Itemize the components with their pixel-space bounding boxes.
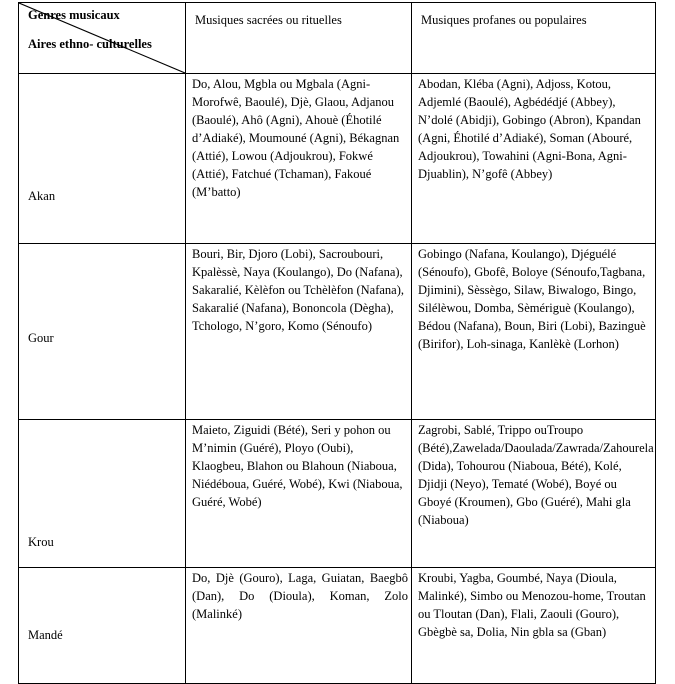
profane-cell-gour: [412, 244, 656, 420]
table-row: [19, 244, 656, 420]
sacred-entries: Do, Djè (Gouro), Laga, Guiatan, Baegbô (Dan), Do (Dioula), Koman, Zolo (Malinké): [192, 571, 408, 621]
profane-entries: Gobingo (Nafana, Koulango), Djéguélé (Sénoufo), Gbofê, Boloye (Sénoufo,Tagbana, Djimini), Sèssègo, Silaw, Biwalogo, Bingo, Silélèwou, Domba, Sèmériguè (Koulango), Bédou (Nafana), Boun, Biri (Lobi), Bazinguè (Birifor), Loh-sinaga, Kanlèkè (Lorhon): [418, 247, 646, 351]
profane-entries: Abodan, Kléba (Agni), Adjoss, Kotou, Adjemlé (Baoulé), Agbédédjé (Abbey), N’dolé (Abidji), Gobingo (Abron), Kpandan (Agni, Éhotilé d’Adiaké), Soman (Abouré, Adjoukrou), Towahini (Agni-Bona, Agni-Djuablin), N’gofê (Abbey): [418, 77, 641, 181]
table-row: [19, 74, 656, 244]
region-label: Krou: [28, 535, 54, 549]
table-row: [19, 420, 656, 568]
sacred-cell-krou: [186, 420, 412, 568]
sacred-cell-mande: [186, 568, 412, 684]
sacred-cell-gour: [186, 244, 412, 420]
header-genres-label: Genres musicaux: [28, 8, 120, 22]
region-label: Akan: [28, 189, 56, 203]
profane-entries: Kroubi, Yagba, Goumbé, Naya (Dioula, Malinké), Simbo ou Menozou-home, Troutan ou Tloutan (Dan), Flali, Zaouli (Gouro), Gbègbè sa, Dolia, Nin gbla sa (Gban): [418, 571, 646, 639]
region-cell-krou: [19, 420, 186, 568]
region-label: Gour: [28, 331, 54, 345]
region-cell-gour: [19, 244, 186, 420]
region-cell-akan: [19, 74, 186, 244]
sacred-entries: Maieto, Ziguidi (Bété), Seri y pohon ou M’nimin (Guéré), Ployo (Oubi), Klaogbeu, Blahon ou Blahoun (Niaboua, Niédéboua, Guéré, Wobé), Kwi (Niaboua, Guéré, Wobé): [192, 423, 403, 509]
music-genres-table: [18, 2, 656, 684]
profane-cell-akan: [412, 74, 656, 244]
header-profane-music: Musiques profanes ou populaires: [412, 3, 656, 74]
sacred-entries: Bouri, Bir, Djoro (Lobi), Sacroubouri, Kpalèssè, Naya (Koulango), Do (Nafana), Sakaralié, Kèlèfon ou Tchèlèfon (Nafana), Sakaralié (Nafana), Bononcola (Dègha), Tchologo, N’goro, Komo (Sénoufo): [192, 247, 404, 333]
table-row: [19, 568, 656, 684]
table-header-row: [19, 3, 656, 74]
profane-cell-krou: [412, 420, 656, 568]
diagonal-header-cell: [19, 3, 186, 74]
profane-entries: Zagrobi, Sablé, Trippo ouTroupo (Bété),Zawelada/Daoulada/Zawrada/Zahourela (Dida), Tohourou (Niaboua, Bété), Kolé, Djidji (Neyo), Tematé (Wobé), Boyé ou Gboyé (Kroumen), Gbo (Guéré), Mahi gla (Niaboua): [418, 423, 654, 527]
sacred-entries: Do, Alou, Mgbla ou Mgbala (Agni-Morofwê, Baoulé), Djè, Glaou, Adjanou (Baoulé), Ahô (Agni), Ahouè (Éhotilé d’Adiaké), Moumouné (Agni), Békagnan (Attié), Lowou (Adjoukrou), Fokwé (Attié), Fatchué (Tchaman), Fakoué (M’batto): [192, 77, 400, 199]
profane-cell-mande: [412, 568, 656, 684]
header-sacred-music: Musiques sacrées ou rituelles: [186, 3, 412, 74]
region-cell-mande: [19, 568, 186, 684]
sacred-cell-akan: [186, 74, 412, 244]
header-regions-label: Aires ethno- culturelles: [28, 37, 152, 51]
region-label: Mandé: [28, 628, 63, 642]
